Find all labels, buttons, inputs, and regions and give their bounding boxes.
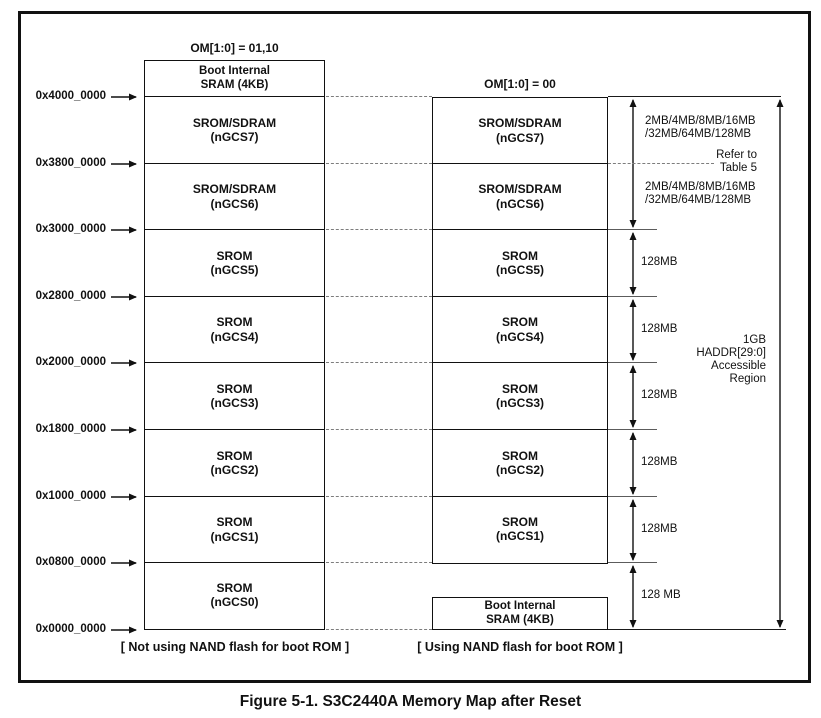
right-column-box [432, 97, 608, 564]
boot-sram-line2: SRAM (4KB) [486, 613, 554, 626]
left-column-box [144, 60, 325, 630]
dashed-connector [326, 562, 432, 563]
boundary-tick [608, 429, 657, 430]
dashed-connector [326, 629, 432, 630]
size-annotation-line1: 2MB/4MB/8MB/16MB [645, 181, 756, 193]
region-name: SROM [216, 580, 253, 595]
om-label-left: OM[1:0] = 01,10 [190, 41, 279, 55]
boot-sram-line1: Boot Internal [199, 64, 270, 77]
footer-right: [ Using NAND flash for boot ROM ] [417, 640, 623, 654]
memory-region [433, 229, 607, 296]
boundary-tick [608, 496, 657, 497]
size-annotation-line1: 2MB/4MB/8MB/16MB [645, 115, 756, 127]
region-name: SROM [216, 248, 253, 263]
boundary-tick [608, 296, 657, 297]
region-name: SROM/SDRAM [478, 182, 562, 197]
nand-boot-sram-box [432, 597, 608, 630]
size-label-128mb: 128MB [641, 523, 678, 535]
dashed-connector [326, 429, 432, 430]
total-region-line3: Accessible [711, 360, 766, 372]
memory-region [433, 296, 607, 362]
address-label: 0x1000_0000 [35, 490, 106, 502]
size-label-128mb: 128 MB [641, 589, 681, 601]
dashed-connector [326, 163, 432, 164]
region-name: SROM [502, 381, 538, 396]
region-cs: (nGCS6) [210, 196, 259, 211]
figure-caption: Figure 5-1. S3C2440A Memory Map after Reset [239, 693, 582, 710]
region-cs: (nGCS2) [496, 463, 544, 477]
region-cs: (nGCS1) [210, 529, 259, 544]
region-name: SROM [216, 381, 253, 396]
memory-region [145, 362, 324, 429]
region-cs: (nGCS4) [210, 329, 259, 344]
dashed-connector [326, 296, 432, 297]
region-cs: (nGCS5) [496, 263, 544, 277]
memory-region [145, 229, 324, 296]
region-cs: (nGCS5) [210, 263, 259, 277]
bottom-boundary-line [608, 629, 786, 630]
address-label: 0x4000_0000 [35, 90, 106, 102]
region-cs: (nGCS3) [210, 396, 259, 410]
region-cs: (nGCS7) [496, 130, 544, 145]
region-cs: (nGCS4) [496, 329, 544, 344]
region-name: SROM [216, 515, 253, 530]
region-name: SROM [216, 448, 253, 463]
refer-note-line2: Table 5 [719, 162, 757, 174]
address-label: 0x0000_0000 [35, 623, 106, 635]
size-label-128mb: 128MB [641, 323, 678, 335]
size-annotation-line2: /32MB/64MB/128MB [645, 194, 752, 206]
region-cs: (nGCS7) [210, 130, 259, 144]
memory-region [145, 562, 324, 627]
memory-region [145, 163, 324, 229]
total-region-note [660, 334, 766, 386]
address-label: 0x2800_0000 [35, 290, 106, 302]
total-region-line4: Region [729, 373, 766, 385]
address-label: 0x3800_0000 [35, 157, 106, 169]
address-label: 0x3000_0000 [35, 223, 106, 235]
dashed-connector [326, 496, 432, 497]
total-region-line2: HADDR[29:0] [696, 347, 766, 359]
refer-note-line1: Refer to [716, 149, 757, 161]
memory-region [433, 362, 607, 429]
region-cs: (nGCS1) [496, 529, 544, 543]
memory-region [433, 98, 607, 163]
region-name: SROM [502, 315, 538, 330]
boundary-tick [608, 362, 657, 363]
size-label-128mb: 128MB [641, 456, 678, 468]
boundary-tick [608, 229, 657, 230]
address-label: 0x0800_0000 [35, 556, 106, 568]
region-cs: (nGCS0) [210, 595, 259, 609]
address-label: 0x2000_0000 [35, 356, 106, 368]
refer-note [630, 149, 757, 175]
region-name: SROM/SDRAM [192, 182, 277, 197]
region-name: SROM [502, 448, 538, 463]
size-annotation-ngcs6 [645, 181, 756, 207]
memory-region [433, 163, 607, 229]
dashed-connector [326, 229, 432, 230]
region-name: SROM [216, 315, 253, 330]
memory-region [433, 429, 607, 496]
boot-sram-section [145, 61, 324, 96]
size-label-128mb: 128MB [641, 389, 678, 401]
boot-sram-line1: Boot Internal [484, 599, 556, 612]
memory-region [145, 496, 324, 562]
region-cs: (nGCS2) [210, 463, 259, 477]
region-name: SROM/SDRAM [192, 115, 277, 130]
region-cs: (nGCS3) [496, 396, 544, 410]
om-label-right: OM[1:0] = 00 [484, 77, 556, 91]
size-label-128mb: 128MB [641, 256, 678, 268]
dashed-connector [326, 362, 432, 363]
region-cs: (nGCS6) [496, 196, 544, 211]
dashed-connector [326, 96, 432, 97]
size-annotation-line2: /32MB/64MB/128MB [645, 128, 752, 140]
total-region-line1: 1GB [742, 334, 766, 346]
boundary-tick [608, 562, 657, 563]
region-name: SROM [502, 514, 538, 529]
top-boundary-line [608, 96, 781, 97]
footer-left: [ Not using NAND flash for boot ROM ] [120, 640, 350, 654]
memory-region [145, 96, 324, 163]
address-label: 0x1800_0000 [35, 423, 106, 435]
memory-region [145, 429, 324, 496]
size-annotation-ngcs7 [645, 115, 756, 141]
boot-sram-line2: SRAM (4KB) [200, 78, 269, 91]
region-name: SROM [502, 248, 538, 263]
region-name: SROM/SDRAM [478, 116, 562, 131]
memory-region [145, 296, 324, 362]
memory-region [433, 496, 607, 561]
